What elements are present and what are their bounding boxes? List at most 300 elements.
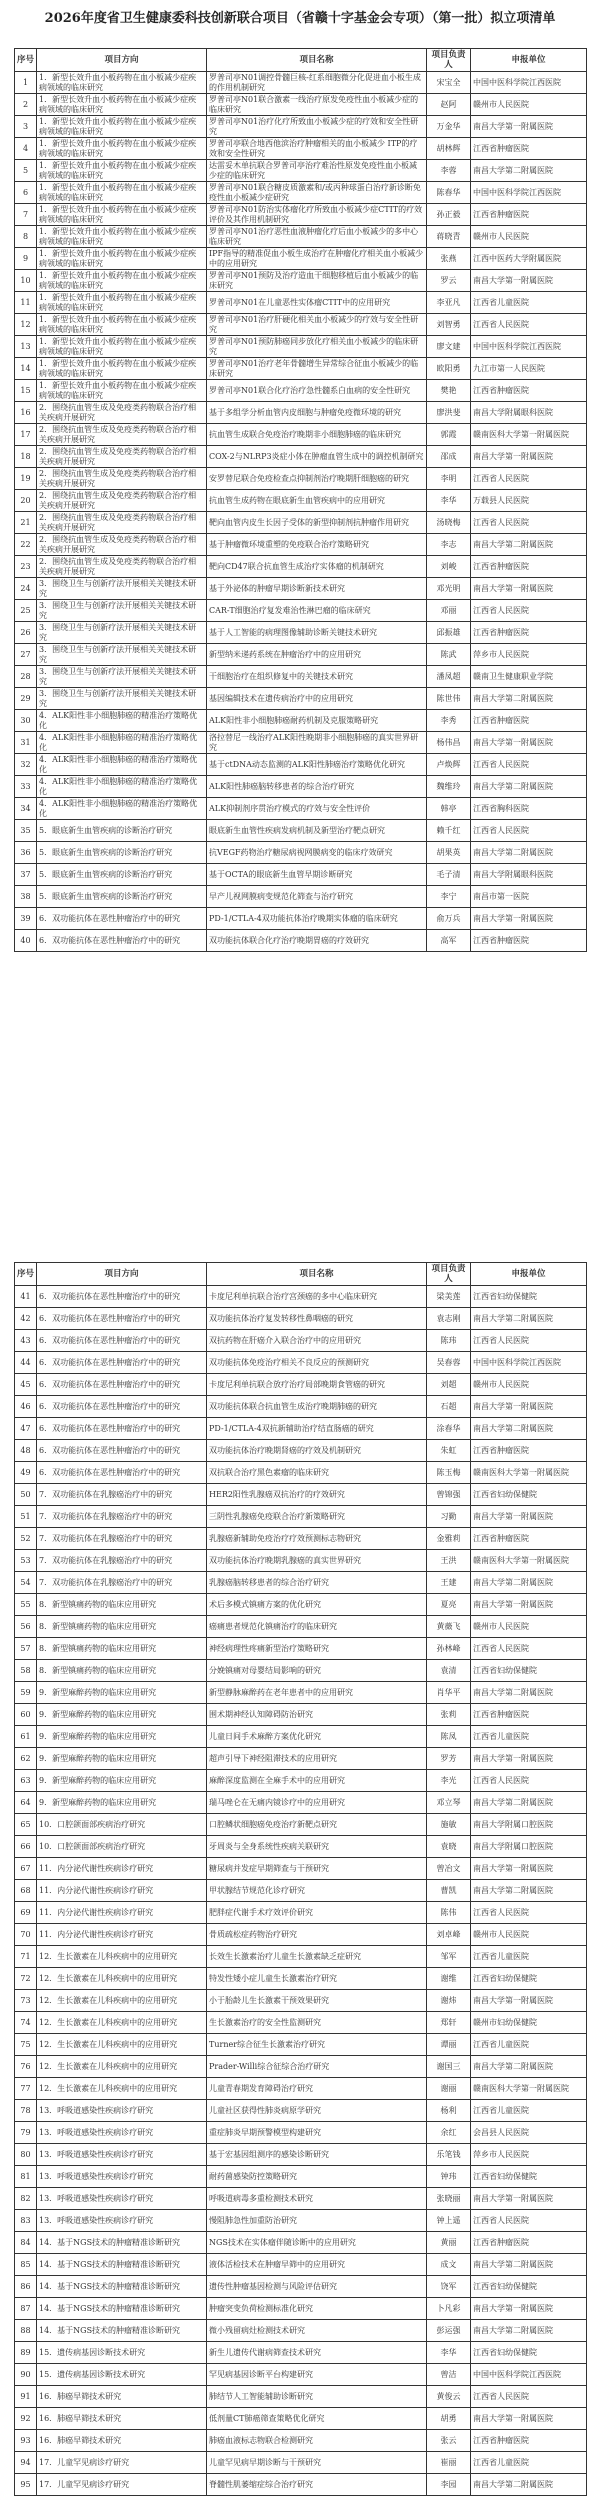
table-header-row <box>15 49 587 72</box>
row-direction: 9．新型麻醉药物的临床应用研究 <box>37 1770 207 1792</box>
row-project-name: 长效生长激素治疗儿童生长激素缺乏症研究 <box>207 1946 427 1968</box>
table-row <box>15 1396 587 1418</box>
row-number: 58 <box>15 1660 37 1682</box>
table-row <box>15 512 587 534</box>
row-unit: 南昌大学第一附属医院 <box>471 2408 587 2430</box>
row-number: 40 <box>15 930 37 952</box>
row-leader: 李蓉 <box>427 160 471 182</box>
row-project-name: 重症肺炎早期预警模型构建研究 <box>207 2122 427 2144</box>
row-unit: 南昌大学第一附属医院 <box>471 1396 587 1418</box>
table-row <box>15 2166 587 2188</box>
row-direction: 1．新型长效升血小板药物在血小板减少症疾病领域的临床研究 <box>37 380 207 402</box>
table-row <box>15 1858 587 1880</box>
row-leader: 廖洪斐 <box>427 402 471 424</box>
row-number: 93 <box>15 2430 37 2452</box>
row-leader: 吴春蓉 <box>427 1352 471 1374</box>
row-direction: 1．新型长效升血小板药物在血小板减少症疾病领域的临床研究 <box>37 270 207 292</box>
table-row <box>15 490 587 512</box>
table-row <box>15 292 587 314</box>
row-number: 28 <box>15 666 37 688</box>
row-project-name: 双功能抗体治疗晚期乳腺癌的真实世界研究 <box>207 1550 427 1572</box>
row-unit: 南昌大学第二附属医院 <box>471 2474 587 2496</box>
row-direction: 13．呼吸道感染性疾病诊疗研究 <box>37 2100 207 2122</box>
row-unit: 江西省人民医院 <box>471 1770 587 1792</box>
table-row <box>15 1748 587 1770</box>
row-project-name: 牙周炎与全身系统性疾病关联研究 <box>207 1836 427 1858</box>
row-project-name: 洛拉替尼一线治疗ALK阳性晚期非小细胞肺癌的真实世界研究 <box>207 732 427 754</box>
document-title: 2026年度省卫生健康委科技创新联合项目（省赣十字基金会专项）（第一批）拟立项清单 <box>44 11 556 26</box>
row-unit: 江西省人民医院 <box>471 512 587 534</box>
row-number: 77 <box>15 2078 37 2100</box>
row-leader: 赵阿 <box>427 94 471 116</box>
row-number: 10 <box>15 270 37 292</box>
row-project-name: 罗普司亭N01联合激素一线治疗原发免疫性血小板减少症的临床研究 <box>207 94 427 116</box>
row-leader: 王洪 <box>427 1550 471 1572</box>
table-row <box>15 2386 587 2408</box>
row-project-name: 脊髓性肌萎缩症综合治疗研究 <box>207 2474 427 2496</box>
row-unit: 江西省妇幼保健院 <box>471 1286 587 1308</box>
row-leader: 张晓丽 <box>427 2188 471 2210</box>
table-row <box>15 2342 587 2364</box>
table-row <box>15 2078 587 2100</box>
row-leader: 袁清 <box>427 1660 471 1682</box>
row-unit: 南昌大学第一附属医院 <box>471 446 587 468</box>
table-row <box>15 2056 587 2078</box>
row-direction: 8．新型镇痛药物的临床应用研究 <box>37 1660 207 1682</box>
row-direction: 1．新型长效升血小板药物在血小板减少症疾病领域的临床研究 <box>37 182 207 204</box>
row-unit: 中国中医科学院江西医院 <box>471 182 587 204</box>
row-direction: 11．内分泌代谢性疾病诊疗研究 <box>37 1858 207 1880</box>
row-unit: 万载县人民医院 <box>471 490 587 512</box>
header-leader: 项目负责人 <box>427 49 471 72</box>
row-direction: 7．双功能抗体在乳腺癌治疗中的研究 <box>37 1550 207 1572</box>
row-leader: 成文 <box>427 2254 471 2276</box>
row-unit: 江西省肿瘤医院 <box>471 1704 587 1726</box>
table-page-1 <box>14 48 586 952</box>
row-unit: 赣州市妇幼保健院 <box>471 2012 587 2034</box>
table-row <box>15 2364 587 2386</box>
table-row <box>15 2474 587 2496</box>
row-leader: 宋宝全 <box>427 72 471 94</box>
row-direction: 3．围绕卫生与创新疗法开展相关关键技术研究 <box>37 688 207 710</box>
row-project-name: 靶向血管内皮生长因子受体的新型抑制剂抗肿瘤作用研究 <box>207 512 427 534</box>
row-unit: 南昌大学第一附属医院 <box>471 578 587 600</box>
row-direction: 2．围绕抗血管生成及免疫类药物联合治疗相关疾病开展研究 <box>37 490 207 512</box>
table-row <box>15 1880 587 1902</box>
row-project-name: 卡度尼利单抗联合治疗宫颈癌的多中心临床研究 <box>207 1286 427 1308</box>
row-project-name: 罗普司亭N01治疗肝硬化相关血小板减少的疗效与安全性研究 <box>207 314 427 336</box>
row-direction: 10．口腔颌面部疾病治疗研究 <box>37 1814 207 1836</box>
row-leader: 张云 <box>427 2430 471 2452</box>
table-row <box>15 688 587 710</box>
row-unit: 九江市第一人民医院 <box>471 358 587 380</box>
row-unit: 江西省妇幼保健院 <box>471 1968 587 1990</box>
row-leader: 黄俊云 <box>427 2386 471 2408</box>
table-row <box>15 600 587 622</box>
header-leader: 项目负责人 <box>427 1263 471 1286</box>
row-leader: 李华 <box>427 490 471 512</box>
table-row <box>15 270 587 292</box>
row-direction: 1．新型长效升血小板药物在血小板减少症疾病领域的临床研究 <box>37 358 207 380</box>
row-leader: 崔丽 <box>427 2452 471 2474</box>
row-leader: 彭运强 <box>427 2320 471 2342</box>
table-row <box>15 1836 587 1858</box>
row-unit: 赣南医科大学第一附属医院 <box>471 1550 587 1572</box>
row-number: 22 <box>15 534 37 556</box>
row-leader: 曾洁 <box>427 2364 471 2386</box>
row-number: 18 <box>15 446 37 468</box>
row-project-name: 麻醉深度监测在全麻手术中的应用研究 <box>207 1770 427 1792</box>
row-number: 17 <box>15 424 37 446</box>
row-number: 74 <box>15 2012 37 2034</box>
row-number: 12 <box>15 314 37 336</box>
table-row <box>15 754 587 776</box>
row-direction: 16．肺癌早筛技术研究 <box>37 2408 207 2430</box>
row-leader: 邱振雄 <box>427 622 471 644</box>
table-row <box>15 1462 587 1484</box>
row-number: 70 <box>15 1924 37 1946</box>
row-leader: 邓光明 <box>427 578 471 600</box>
row-leader: 夏亮 <box>427 1594 471 1616</box>
table-row <box>15 1946 587 1968</box>
row-number: 50 <box>15 1484 37 1506</box>
row-unit: 江西省妇幼保健院 <box>471 1660 587 1682</box>
row-direction: 9．新型麻醉药物的临床应用研究 <box>37 1682 207 1704</box>
row-unit: 江西省人民医院 <box>471 1638 587 1660</box>
table-row <box>15 226 587 248</box>
row-leader: 饶军 <box>427 2276 471 2298</box>
row-unit: 南昌市第一医院 <box>471 886 587 908</box>
row-unit: 江西省妇幼保健院 <box>471 2166 587 2188</box>
row-leader: 郭霞 <box>427 424 471 446</box>
row-direction: 12．生长激素在儿科疾病中的应用研究 <box>37 2012 207 2034</box>
row-direction: 5．眼底新生血管疾病的诊断治疗研究 <box>37 886 207 908</box>
row-project-name: 神经病理性疼痛新型治疗策略研究 <box>207 1638 427 1660</box>
row-unit: 江西省儿童医院 <box>471 2100 587 2122</box>
row-unit: 南昌大学第二附属医院 <box>471 2320 587 2342</box>
row-project-name: 新型纳米递药系统在肿瘤治疗中的应用研究 <box>207 644 427 666</box>
row-number: 85 <box>15 2254 37 2276</box>
table-row <box>15 1286 587 1308</box>
row-project-name: 双抗联合治疗黑色素瘤的临床研究 <box>207 1462 427 1484</box>
row-unit: 江西省妇幼保健院 <box>471 2276 587 2298</box>
row-project-name: ALK阳性非小细胞肺癌耐药机制及克服策略研究 <box>207 710 427 732</box>
row-number: 76 <box>15 2056 37 2078</box>
row-number: 49 <box>15 1462 37 1484</box>
row-unit: 南昌大学第一附属医院 <box>471 1858 587 1880</box>
table-row <box>15 1484 587 1506</box>
row-direction: 1．新型长效升血小板药物在血小板减少症疾病领域的临床研究 <box>37 204 207 226</box>
row-number: 7 <box>15 204 37 226</box>
row-unit: 会昌县人民医院 <box>471 2122 587 2144</box>
row-number: 59 <box>15 1682 37 1704</box>
row-unit: 南昌大学第二附属医院 <box>471 2254 587 2276</box>
row-unit: 江西省人民医院 <box>471 1902 587 1924</box>
row-project-name: 罗普司亭N01防治实体瘤化疗所致血小板减少症CTIT的疗效评价及其作用机制研究 <box>207 204 427 226</box>
table-row <box>15 2320 587 2342</box>
table-row <box>15 1572 587 1594</box>
row-unit: 南昌大学第二附属医院 <box>471 2056 587 2078</box>
row-direction: 17．儿童罕见病诊疗研究 <box>37 2474 207 2496</box>
row-project-name: 口腔鳞状细胞癌免疫治疗新靶点研究 <box>207 1814 427 1836</box>
row-number: 82 <box>15 2188 37 2210</box>
table-header-row <box>15 1263 587 1286</box>
row-unit: 江西省人民医院 <box>471 314 587 336</box>
row-direction: 13．呼吸道感染性疾病诊疗研究 <box>37 2122 207 2144</box>
table-row <box>15 138 587 160</box>
row-number: 53 <box>15 1550 37 1572</box>
row-number: 15 <box>15 380 37 402</box>
header-project-name: 项目名称 <box>207 49 427 72</box>
row-project-name: 乳腺癌新辅助免疫治疗疗效预测标志物研究 <box>207 1528 427 1550</box>
row-number: 37 <box>15 864 37 886</box>
table-row <box>15 2012 587 2034</box>
row-unit: 江西省儿童医院 <box>471 2452 587 2474</box>
row-leader: 韩亭 <box>427 798 471 820</box>
row-unit: 南昌大学第二附属医院 <box>471 1792 587 1814</box>
row-number: 20 <box>15 490 37 512</box>
table-row <box>15 1440 587 1462</box>
row-project-name: HER2阳性乳腺癌双抗治疗的疗效研究 <box>207 1484 427 1506</box>
row-project-name: PD-1/CTLA-4双抗新辅助治疗结直肠癌的研究 <box>207 1418 427 1440</box>
row-direction: 1．新型长效升血小板药物在血小板减少症疾病领域的临床研究 <box>37 138 207 160</box>
row-project-name: PD-1/CTLA-4双功能抗体治疗晚期实体瘤的临床研究 <box>207 908 427 930</box>
row-leader: 陈玮 <box>427 1330 471 1352</box>
row-project-name: 超声引导下神经阻滞技术的应用研究 <box>207 1748 427 1770</box>
row-unit: 南昌大学附属眼科医院 <box>471 402 587 424</box>
row-leader: 邓立琴 <box>427 1792 471 1814</box>
row-leader: 陈世伟 <box>427 688 471 710</box>
row-direction: 11．内分泌代谢性疾病诊疗研究 <box>37 1902 207 1924</box>
row-leader: 刘智勇 <box>427 314 471 336</box>
row-project-name: 基于OCTA的眼底新生血管早期诊断研究 <box>207 864 427 886</box>
row-leader: 钟上遥 <box>427 2210 471 2232</box>
row-direction: 16．肺癌早筛技术研究 <box>37 2430 207 2452</box>
row-direction: 3．围绕卫生与创新疗法开展相关关键技术研究 <box>37 666 207 688</box>
row-unit: 江西省肿瘤医院 <box>471 556 587 578</box>
row-number: 8 <box>15 226 37 248</box>
row-leader: 邹军 <box>427 1946 471 1968</box>
table-row <box>15 182 587 204</box>
row-project-name: ALK阳性肺癌脑转移患者的综合治疗研究 <box>207 776 427 798</box>
row-direction: 7．双功能抗体在乳腺癌治疗中的研究 <box>37 1528 207 1550</box>
row-project-name: 罗普司亭N01联合化疗治疗急性髓系白血病的安全性研究 <box>207 380 427 402</box>
row-project-name: 特发性矮小症儿童生长激素治疗研究 <box>207 1968 427 1990</box>
row-unit: 江西省肿瘤医院 <box>471 2430 587 2452</box>
table-row <box>15 1550 587 1572</box>
row-unit: 中国中医科学院江西医院 <box>471 2364 587 2386</box>
row-leader: 王建 <box>427 1572 471 1594</box>
row-leader: 俞万兵 <box>427 908 471 930</box>
row-project-name: 骨质疏松症药物治疗研究 <box>207 1924 427 1946</box>
row-project-name: 儿童罕见病早期诊断与干预研究 <box>207 2452 427 2474</box>
row-number: 30 <box>15 710 37 732</box>
row-leader: 袁志刚 <box>427 1308 471 1330</box>
table-row <box>15 204 587 226</box>
table-row <box>15 402 587 424</box>
row-project-name: IPF指导的精准促血小板生成治疗在肿瘤化疗相关血小板减少中的应用研究 <box>207 248 427 270</box>
row-direction: 6．双功能抗体在恶性肿瘤治疗中的研究 <box>37 1440 207 1462</box>
table-row <box>15 1660 587 1682</box>
row-direction: 13．呼吸道感染性疾病诊疗研究 <box>37 2144 207 2166</box>
table-row <box>15 1968 587 1990</box>
row-unit: 江西省儿童医院 <box>471 2034 587 2056</box>
row-leader: 陈玉梅 <box>427 1462 471 1484</box>
row-number: 29 <box>15 688 37 710</box>
row-project-name: 双功能抗体联合抗血管生成治疗晚期肺癌的研究 <box>207 1396 427 1418</box>
row-project-name: 罗普司亭N01治疗化疗所致血小板减少症的疗效和安全性研究 <box>207 116 427 138</box>
row-number: 41 <box>15 1286 37 1308</box>
row-number: 72 <box>15 1968 37 1990</box>
row-leader: 潘凤超 <box>427 666 471 688</box>
row-number: 46 <box>15 1396 37 1418</box>
row-leader: 邵成 <box>427 446 471 468</box>
row-project-name: 新生儿遗传代谢病筛查技术研究 <box>207 2342 427 2364</box>
row-leader: 汤晓梅 <box>427 512 471 534</box>
table-row <box>15 2034 587 2056</box>
table-row <box>15 468 587 490</box>
row-direction: 6．双功能抗体在恶性肿瘤治疗中的研究 <box>37 908 207 930</box>
table-row <box>15 2122 587 2144</box>
row-direction: 6．双功能抗体在恶性肿瘤治疗中的研究 <box>37 1396 207 1418</box>
row-project-name: 双功能抗体免疫治疗相关不良反应的预测研究 <box>207 1352 427 1374</box>
row-direction: 16．肺癌早筛技术研究 <box>37 2386 207 2408</box>
row-direction: 13．呼吸道感染性疾病诊疗研究 <box>37 2188 207 2210</box>
row-unit: 南昌大学第一附属医院 <box>471 1594 587 1616</box>
table-row <box>15 336 587 358</box>
row-direction: 6．双功能抗体在恶性肿瘤治疗中的研究 <box>37 1352 207 1374</box>
row-project-name: 双功能抗体治疗复发转移性鼻咽癌的研究 <box>207 1308 427 1330</box>
row-unit: 江西省妇幼保健院 <box>471 2342 587 2364</box>
row-number: 90 <box>15 2364 37 2386</box>
row-direction: 7．双功能抗体在乳腺癌治疗中的研究 <box>37 1572 207 1594</box>
row-project-name: 儿童青春期发育障碍治疗研究 <box>207 2078 427 2100</box>
row-leader: 胡果英 <box>427 842 471 864</box>
table-row <box>15 248 587 270</box>
row-project-name: 抗血管生成药物在眼底新生血管疾病中的应用研究 <box>207 490 427 512</box>
row-leader: 曹凯 <box>427 1880 471 1902</box>
row-number: 55 <box>15 1594 37 1616</box>
row-number: 65 <box>15 1814 37 1836</box>
row-leader: 朱虹 <box>427 1440 471 1462</box>
row-direction: 12．生长激素在儿科疾病中的应用研究 <box>37 1968 207 1990</box>
table-row <box>15 2408 587 2430</box>
table-page-2 <box>14 1262 586 2496</box>
row-unit: 江西省人民医院 <box>471 468 587 490</box>
row-number: 61 <box>15 1726 37 1748</box>
table-row <box>15 446 587 468</box>
row-number: 87 <box>15 2298 37 2320</box>
row-leader: 邓丽 <box>427 600 471 622</box>
row-project-name: 三阴性乳腺癌免疫联合治疗新策略研究 <box>207 1506 427 1528</box>
row-project-name: 早产儿视网膜病变规范化筛查与治疗研究 <box>207 886 427 908</box>
table-row <box>15 1902 587 1924</box>
row-project-name: 生长激素治疗的安全性监测研究 <box>207 2012 427 2034</box>
row-project-name: 罗普司亭N01联合糖皮质激素和/或丙种球蛋白治疗新诊断免疫性血小板减少症研究 <box>207 182 427 204</box>
row-unit: 江西省妇幼保健院 <box>471 1484 587 1506</box>
row-leader: 李秀 <box>427 710 471 732</box>
row-leader: 石超 <box>427 1396 471 1418</box>
row-unit: 江西省肿瘤医院 <box>471 622 587 644</box>
row-direction: 5．眼底新生血管疾病的诊断治疗研究 <box>37 842 207 864</box>
row-direction: 15．遗传病基因诊断技术研究 <box>37 2342 207 2364</box>
table-row <box>15 622 587 644</box>
row-number: 45 <box>15 1374 37 1396</box>
row-direction: 10．口腔颌面部疾病治疗研究 <box>37 1836 207 1858</box>
row-unit: 南昌大学第二附属医院 <box>471 1572 587 1594</box>
header-project-name: 项目名称 <box>207 1263 427 1286</box>
row-project-name: 卡度尼利单抗联合放疗治疗局部晚期食管癌的研究 <box>207 1374 427 1396</box>
table-row <box>15 1726 587 1748</box>
row-direction: 7．双功能抗体在乳腺癌治疗中的研究 <box>37 1484 207 1506</box>
row-unit: 南昌大学第二附属医院 <box>471 534 587 556</box>
table-row <box>15 2430 587 2452</box>
row-leader: 蒋晓青 <box>427 226 471 248</box>
row-unit: 江西省儿童医院 <box>471 1726 587 1748</box>
row-direction: 4．ALK阳性非小细胞肺癌的精准治疗策略优化 <box>37 710 207 732</box>
header-direction: 项目方向 <box>37 49 207 72</box>
row-unit: 南昌大学附属眼科医院 <box>471 864 587 886</box>
header-unit: 申报单位 <box>471 49 587 72</box>
row-number: 89 <box>15 2342 37 2364</box>
table-row <box>15 644 587 666</box>
row-leader: 赖千红 <box>427 820 471 842</box>
table-row <box>15 886 587 908</box>
row-unit: 江西省人民医院 <box>471 600 587 622</box>
row-number: 6 <box>15 182 37 204</box>
row-project-name: 耐药菌感染防控策略研究 <box>207 2166 427 2188</box>
row-number: 27 <box>15 644 37 666</box>
project-table <box>14 48 587 952</box>
table-row <box>15 2210 587 2232</box>
row-number: 31 <box>15 732 37 754</box>
row-direction: 12．生长激素在儿科疾病中的应用研究 <box>37 2078 207 2100</box>
row-leader: 谢炜 <box>427 1990 471 2012</box>
table-row <box>15 798 587 820</box>
row-unit: 江西省肿瘤医院 <box>471 1440 587 1462</box>
row-project-name: 抗血管生成联合免疫治疗晚期非小细胞肺癌的临床研究 <box>207 424 427 446</box>
table-row <box>15 578 587 600</box>
project-table <box>14 1262 587 2496</box>
row-project-name: 肺癌血液标志物联合检测研究 <box>207 2430 427 2452</box>
row-number: 9 <box>15 248 37 270</box>
row-number: 24 <box>15 578 37 600</box>
row-direction: 4．ALK阳性非小细胞肺癌的精准治疗策略优化 <box>37 754 207 776</box>
row-number: 62 <box>15 1748 37 1770</box>
row-leader: 曾冶文 <box>427 1858 471 1880</box>
row-unit: 江西省胸科医院 <box>471 798 587 820</box>
row-direction: 9．新型麻醉药物的临床应用研究 <box>37 1726 207 1748</box>
row-unit: 江西省肿瘤医院 <box>471 1528 587 1550</box>
row-direction: 1．新型长效升血小板药物在血小板减少症疾病领域的临床研究 <box>37 292 207 314</box>
row-direction: 6．双功能抗体在恶性肿瘤治疗中的研究 <box>37 1462 207 1484</box>
row-direction: 2．围绕抗血管生成及免疫类药物联合治疗相关疾病开展研究 <box>37 402 207 424</box>
table-row <box>15 1682 587 1704</box>
table-row <box>15 1770 587 1792</box>
row-project-name: 干细胞治疗在组织修复中的关键技术研究 <box>207 666 427 688</box>
row-project-name: 基于多组学分析血管内皮细胞与肿瘤免疫微环境的研究 <box>207 402 427 424</box>
row-project-name: 肥胖症代谢手术疗效评价研究 <box>207 1902 427 1924</box>
row-number: 11 <box>15 292 37 314</box>
table-row <box>15 2232 587 2254</box>
row-leader: 涂春华 <box>427 1418 471 1440</box>
table-row <box>15 424 587 446</box>
row-number: 21 <box>15 512 37 534</box>
row-unit: 江西省人民医院 <box>471 2386 587 2408</box>
row-direction: 1．新型长效升血小板药物在血小板减少症疾病领域的临床研究 <box>37 314 207 336</box>
row-leader: 万金华 <box>427 116 471 138</box>
row-leader: 金雅莉 <box>427 1528 471 1550</box>
